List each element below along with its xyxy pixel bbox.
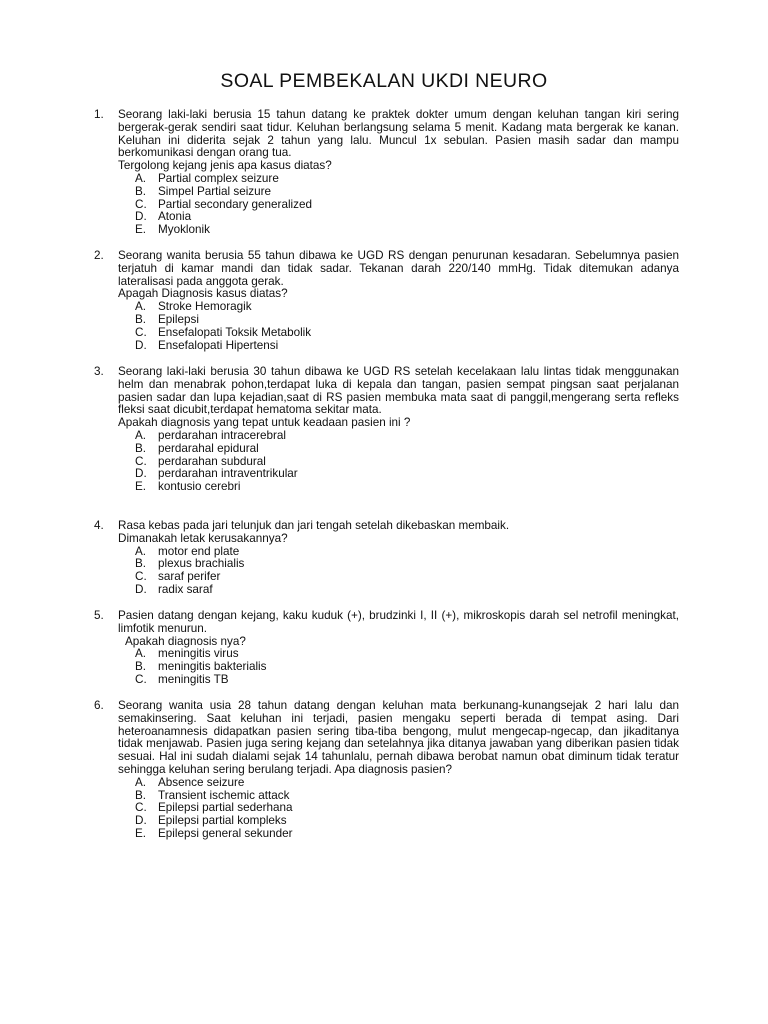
question-number: 4.: [94, 519, 104, 532]
option-text: Absence seizure: [158, 775, 245, 789]
option-letter: E.: [135, 826, 147, 840]
question-stem: Rasa kebas pada jari telunjuk dan jari tengah setelah dikebaskan membaik.: [118, 519, 510, 532]
option-text: Epilepsi general sekunder: [158, 826, 293, 840]
answer-option: [118, 301, 679, 314]
question-1: [94, 109, 679, 237]
option-text: meningitis virus: [158, 647, 239, 661]
option-letter: A.: [135, 544, 147, 558]
option-letter: A.: [135, 647, 147, 661]
option-text: Epilepsi partial sederhana: [158, 801, 293, 815]
option-letter: B.: [135, 660, 147, 674]
question-stem: Seorang wanita usia 28 tahun datang dengan keluhan mata berkunang-kunangsejak 2 hari lalu dan semakinsering. Saat keluhan ini terjadi, pasien mengaku seperti berada di tempat asing. Dari heteroanamnesis didapatkan pasien sering tiba-tiba bengong, mulut mengecap-ngecap, dan jikaditanya tidak menjawab. Pasien juga sering kejang dan setelahnya jika ditanya jawaban yang diberikan pasien tidak sesuai. Hal ini sudah dialami sejak 14 tahunlalu, pernah dibawa berobat namun obat diminum tidak teratur sehingga keluhan sering berulang terjadi. Apa diagnosis pasien?: [118, 699, 679, 776]
answer-option: [118, 584, 679, 597]
option-letter: D.: [135, 814, 147, 828]
question-5: [94, 610, 679, 687]
answer-options: [118, 546, 679, 597]
option-letter: A.: [135, 300, 147, 314]
option-text: meningitis TB: [158, 672, 229, 686]
option-text: Transient ischemic attack: [158, 788, 290, 802]
question-number: 2.: [94, 249, 104, 262]
option-text: Ensefalopati Hipertensi: [158, 338, 279, 352]
option-letter: D.: [135, 582, 147, 596]
option-letter: D.: [135, 210, 147, 224]
question-stem: Pasien datang dengan kejang, kaku kuduk (+), brudzinki I, II (+), mikroskopis darah sel netrofil meningkat, limfotik menurun.: [118, 609, 679, 635]
option-letter: B.: [135, 788, 147, 802]
document-title: SOAL PEMBEKALAN UKDI NEURO: [220, 70, 548, 92]
option-letter: B.: [135, 441, 147, 455]
option-letter: C.: [135, 197, 147, 211]
option-text: kontusio cerebri: [158, 480, 241, 494]
question-prompt: Apakah diagnosis yang tepat untuk keadaan pasien ini ?: [118, 416, 411, 430]
question-prompt: Apakah diagnosis nya?: [125, 634, 246, 648]
option-letter: D.: [135, 338, 147, 352]
option-text: meningitis bakterialis: [158, 660, 267, 674]
option-letter: E.: [135, 223, 147, 237]
option-letter: B.: [135, 312, 147, 326]
option-letter: C.: [135, 672, 147, 686]
question-stem: Seorang laki-laki berusia 30 tahun dibawa ke UGD RS setelah kecelakaan lalu lintas tidak menggunakan helm dan menabrak pohon,terdapat luka di kepala dan tangan, pasien sempat pingsan saat perjalanan pasien sadar dan lupa kejadian,saat di RS pasien membuka mata saat di panggil,mengerang serta refleks fleksi saat dicubit,terdapat hematoma sekitar mata.: [118, 365, 679, 417]
answer-option: [118, 674, 679, 687]
option-text: Myoklonik: [158, 223, 210, 237]
option-letter: D.: [135, 467, 147, 481]
question-prompt: Dimanakah letak kerusakannya?: [118, 531, 288, 545]
answer-options: [118, 301, 679, 352]
question-prompt: Apagah Diagnosis kasus diatas?: [118, 287, 288, 301]
option-text: Epilepsi partial kompleks: [158, 814, 287, 828]
question-4: [94, 520, 679, 597]
question-number: 1.: [94, 108, 104, 121]
option-text: Partial complex seizure: [158, 171, 279, 185]
option-letter: A.: [135, 171, 147, 185]
question-number: 3.: [94, 365, 104, 378]
question-stem: Seorang laki-laki berusia 15 tahun datang ke praktek dokter umum dengan keluhan tangan kiri sering bergerak-gerak sendiri saat tidur. Keluhan berlangsung selama 5 menit. Kadang mata bergerak ke kanan. Keluhan ini diderita sejak 2 tahun yang lalu. Muncul 1x sebulan. Pasien masih sadar dan mampu berkomunikasi dengan orang tua.: [118, 108, 679, 160]
question-6: [94, 700, 679, 841]
answer-options: [118, 173, 679, 237]
option-text: perdarahan intraventrikular: [158, 467, 298, 481]
answer-options: [118, 430, 679, 494]
answer-options: [118, 648, 679, 686]
answer-option: [118, 828, 679, 841]
option-letter: B.: [135, 184, 147, 198]
answer-option: [118, 199, 679, 212]
answer-option: [118, 340, 679, 353]
option-text: Ensefalopati Toksik Metabolik: [158, 325, 312, 339]
option-letter: C.: [135, 801, 147, 815]
question-3: [94, 366, 679, 494]
answer-option: [118, 481, 679, 494]
option-letter: C.: [135, 454, 147, 468]
question-stem: Seorang wanita berusia 55 tahun dibawa ke UGD RS dengan penurunan kesadaran. Sebelumnya pasien terjatuh di kamar mandi dan tidak sadar. Tekanan darah 220/140 mmHg. Tidak ditemukan adanya lateralisasi pada anggota gerak.: [118, 249, 679, 288]
option-letter: A.: [135, 775, 147, 789]
question-prompt: Tergolong kejang jenis apa kasus diatas?: [118, 159, 332, 173]
option-letter: C.: [135, 570, 147, 584]
question-number: 5.: [94, 609, 104, 622]
option-text: radix saraf: [158, 582, 213, 596]
option-text: Simpel Partial seizure: [158, 184, 272, 198]
question-2: [94, 250, 679, 352]
option-text: plexus brachialis: [158, 557, 245, 571]
option-text: saraf perifer: [158, 570, 221, 584]
question-number: 6.: [94, 699, 104, 712]
option-text: Stroke Hemoragik: [158, 300, 252, 314]
option-text: Epilepsi: [158, 312, 199, 326]
option-text: perdarahan subdural: [158, 454, 266, 468]
option-text: Atonia: [158, 210, 192, 224]
option-text: perdarahan intracerebral: [158, 428, 286, 442]
option-text: perdarahal epidural: [158, 441, 259, 455]
answer-options: [118, 777, 679, 841]
option-letter: A.: [135, 428, 147, 442]
option-text: motor end plate: [158, 544, 240, 558]
option-text: Partial secondary generalized: [158, 197, 312, 211]
answer-option: [118, 224, 679, 237]
option-letter: C.: [135, 325, 147, 339]
option-letter: E.: [135, 480, 147, 494]
option-letter: B.: [135, 557, 147, 571]
